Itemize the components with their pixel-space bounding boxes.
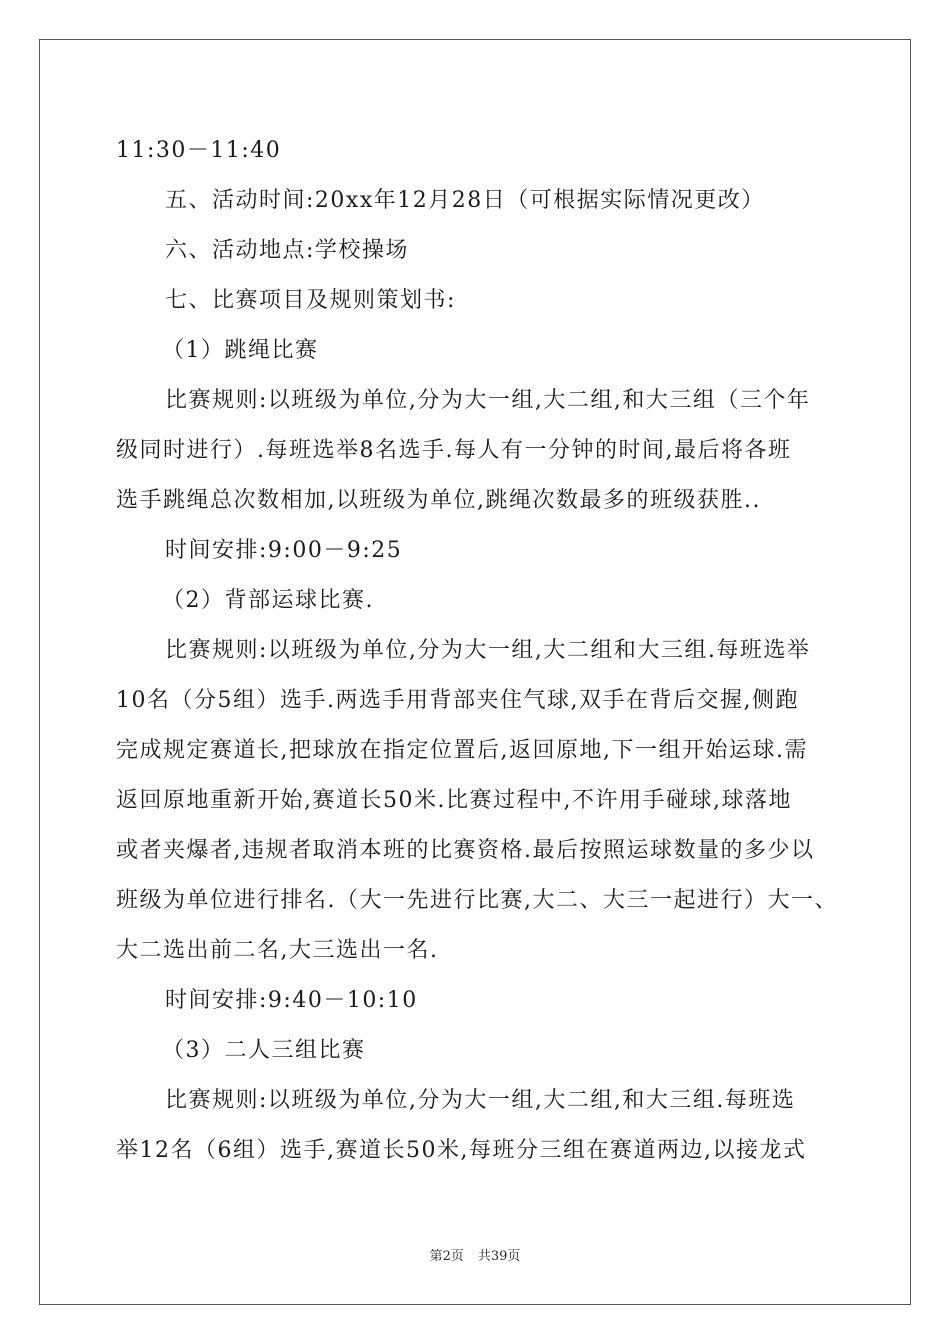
paragraph-line: 比赛规则:以班级为单位,分为大一组,大二组,和大三组（三个年 [165, 388, 811, 413]
section-heading-activity-location: 六、活动地点:学校操场 [165, 238, 409, 263]
paragraph-line: 完成规定赛道长,把球放在指定位置后,返回原地,下一组开始运球.需 [116, 738, 808, 763]
paragraph-line: 或者夹爆者,违规者取消本班的比赛资格.最后按照运球数量的多少以 [116, 838, 815, 863]
paragraph-line: 级同时进行）.每班选举8名选手.每人有一分钟的时间,最后将各班 [116, 438, 792, 463]
page-total: 共39页 [477, 1249, 521, 1264]
paragraph-line: 返回原地重新开始,赛道长50米.比赛过程中,不许用手碰球,球落地 [116, 788, 792, 813]
paragraph-line: 比赛规则:以班级为单位,分为大一组,大二组,和大三组.每班选 [165, 1088, 796, 1113]
page-number: 第2页 [429, 1249, 464, 1264]
paragraph-line: 10名（分5组）选手.两选手用背部夹住气球,双手在背后交握,侧跑 [116, 688, 799, 713]
subheading-jump-rope: （1）跳绳比赛 [162, 338, 319, 363]
text-line-time-range: 11:30－11:40 [116, 138, 282, 163]
section-heading-events-rules: 七、比赛项目及规则策划书: [165, 288, 456, 313]
schedule-line: 时间安排:9:00－9:25 [165, 538, 403, 563]
schedule-line: 时间安排:9:40－10:10 [165, 988, 418, 1013]
paragraph-line: 选手跳绳总次数相加,以班级为单位,跳绳次数最多的班级获胜.. [116, 488, 761, 513]
section-heading-activity-time: 五、活动时间:20xx年12月28日（可根据实际情况更改） [165, 188, 765, 213]
page-footer [0, 1245, 950, 1264]
paragraph-line: 比赛规则:以班级为单位,分为大一组,大二组和大三组.每班选举 [165, 638, 811, 663]
subheading-back-ball: （2）背部运球比赛. [162, 588, 374, 613]
paragraph-line: 大二选出前二名,大三选出一名. [116, 938, 439, 963]
paragraph-line: 班级为单位进行排名.（大一先进行比赛,大二、大三一起进行）大一、 [116, 888, 838, 913]
subheading-three-legged: （3）二人三组比赛 [162, 1038, 366, 1063]
paragraph-line: 举12名（6组）选手,赛道长50米,每班分三组在赛道两边,以接龙式 [116, 1138, 807, 1163]
